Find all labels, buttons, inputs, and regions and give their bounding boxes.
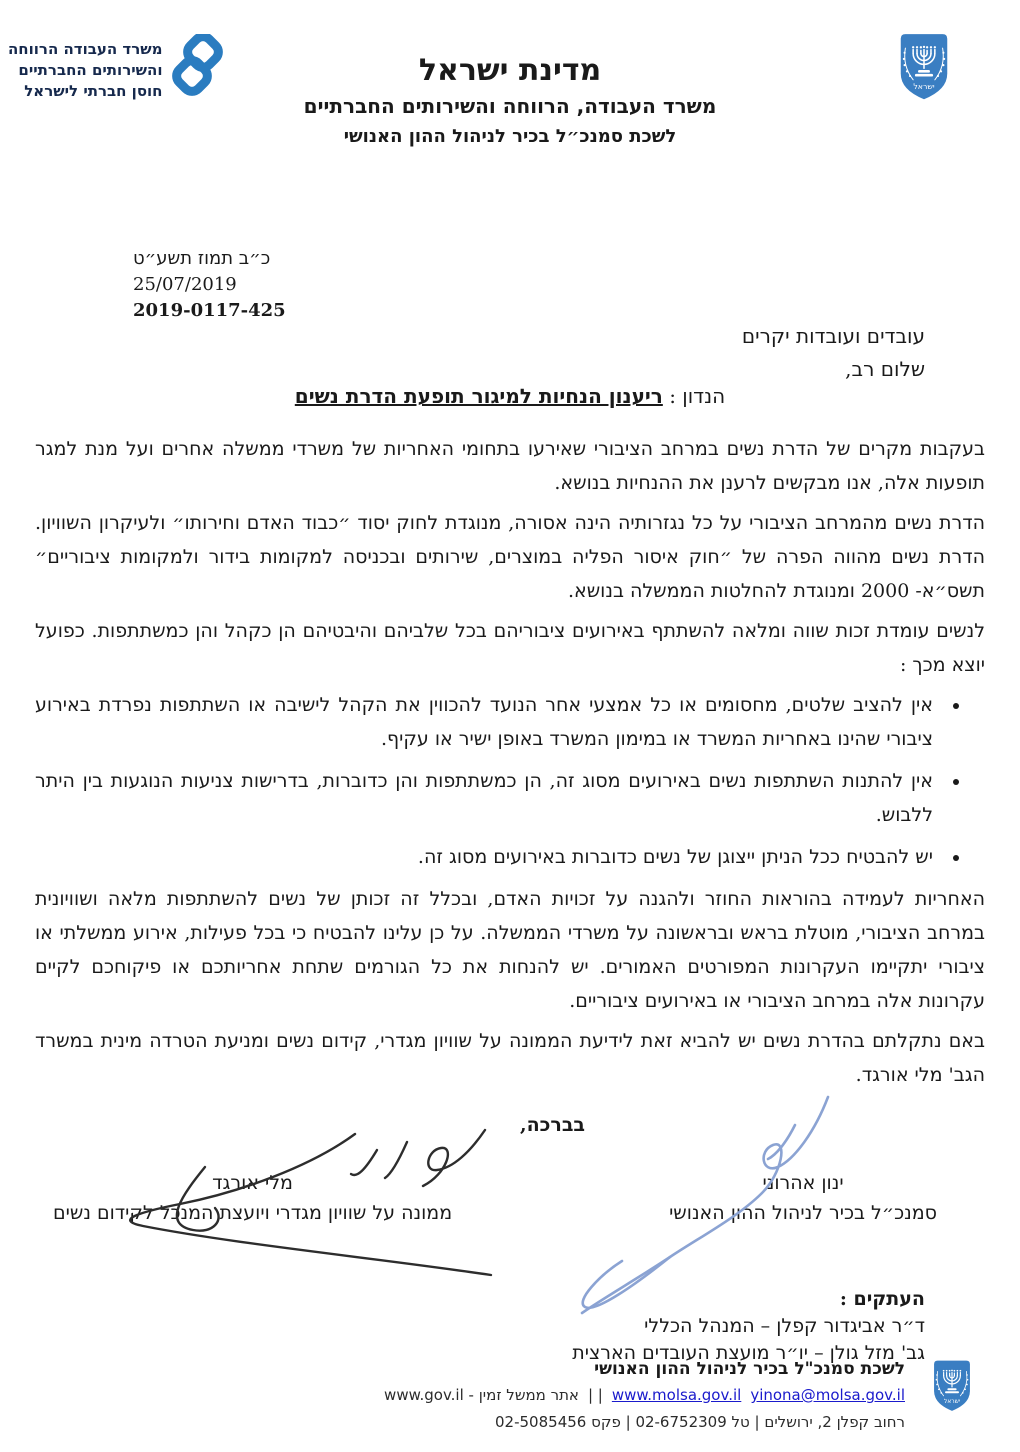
footer-address: רחוב קפלן 2, ירושלים | טל 02-6752309 | פקס 02-5085456	[495, 1413, 905, 1431]
copies-item: ד״ר אביגדור קפלן – המנהל הכללי	[644, 1315, 925, 1337]
ministry-brand-line3: חוסן חברתי לישראל	[24, 82, 163, 100]
footer-gov-site-text: אתר ממשל זמין - www.gov.il	[384, 1386, 579, 1404]
recipients-line: עובדים ועובדות יקרים	[741, 324, 925, 348]
signature-block-right	[669, 1168, 937, 1228]
date-block	[133, 246, 286, 324]
list-item: • אין להתנות השתתפות נשים באירועים מסוג זה, הן כמשתתפות והן כדוברות, בדרישות צניעות הנוגעות בין היתר ללבוש.	[35, 764, 941, 832]
list-item: • אין להציב שלטים, מחסומים או כל אמצעי אחר הנועד להכווין את הקהל לישיבה או השתתפות נפרדת באירוע ציבורי שהינו באחריות המשרד או במימון המשרד באופן ישיר או עקיף.	[35, 688, 941, 756]
paragraph: האחריות לעמידה בהוראות החוזר ולהגנה על זכויות האדם, ובכלל זה זכותן של נשים להשתתפות מלאה ושוויונית במרחב הציבורי, מוטלת בראש ובראשונה על משרדי הממשלה. על כן עלינו להבטיח כי בכל פעילות, אירוע ממשלתי או ציבורי יתקיימו העקרונות המפורטים האמורים. יש להנחות את כל הגורמים שתחת אחריותכם או פיקוחכם לקיים עקרונות אלה במרחב הציבורי או באירועים ציבוריים.	[35, 888, 985, 1012]
signatures-row	[35, 1168, 985, 1228]
signer-name: ינון אהרוני	[762, 1172, 844, 1194]
letterhead-titles	[0, 52, 1020, 152]
copies-label: העתקים :	[839, 1288, 925, 1310]
signoff: בברכה,	[519, 1114, 585, 1136]
paragraph: באם נתקלתם בהדרת נשים יש להביא זאת לידיעת הממונה על שוויון מגדרי, קידום נשים ומניעת הטרדה מינית במשרד הגב' מלי אורגד.	[35, 1030, 985, 1086]
footer	[30, 1356, 905, 1436]
copies-item: גב' מזל גולן – יו״ר מועצת העובדים הארצית	[572, 1342, 925, 1364]
office-title: לשכת סמנכ״ל בכיר לניהול ההון האנושי	[343, 126, 677, 147]
state-title: מדינת ישראל	[418, 53, 602, 88]
paragraph: הדרת נשים מהמרחב הציבורי על כל נגזרותיה הינה אסורה, מנוגדת לחוק יסוד ״כבוד האדם וחירותו״ ולעיקרון השוויון. הדרת נשים מהווה הפרה של ״חוק איסור הפליה במוצרים, שירותים ובכניסה למקומות בידור ולמקומות ציבוריים״ תשס״א- 2000 ומנוגדת להחלטות הממשלה בנושא.	[35, 512, 985, 602]
footer-office-title: לשכת סמנכ"ל בכיר לניהול ההון האנושי	[594, 1359, 905, 1379]
signer-title: סמנכ״ל בכיר לניהול ההון האנושי	[669, 1202, 937, 1224]
signer-name: מלי אורגד	[212, 1172, 293, 1194]
footer-separator: | |	[587, 1386, 603, 1404]
subject-label: הנדון :	[669, 384, 726, 408]
israel-state-emblem-small-icon	[928, 1360, 976, 1415]
ministry-brand-line1: משרד העבודה הרווחה	[8, 40, 163, 58]
ministry-brand-line2: והשירותים החברתיים	[18, 61, 163, 79]
greeting-line: שלום רב,	[845, 357, 925, 381]
israel-state-emblem-icon	[893, 33, 955, 105]
reference-number: 2019-0117-425	[133, 300, 286, 321]
footer-website-link[interactable]: www.molsa.gov.il	[611, 1386, 742, 1404]
hebrew-date: כ״ב תמוז תשע״ט	[133, 248, 271, 269]
footer-links-line	[30, 1382, 905, 1409]
list-item: • יש להבטיח ככל הניתן ייצוגן של נשים כדוברות באירועים מסוג זה.	[35, 840, 941, 874]
signer-title: ממונה על שוויון מגדרי ויועצת המנכל לקידום נשים	[53, 1202, 453, 1224]
gregorian-date: 25/07/2019	[133, 274, 237, 295]
subject-text: ריענון הנחיות למיגור תופעת הדרת נשים	[294, 384, 663, 408]
footer-email-link[interactable]: yinona@molsa.gov.il	[750, 1386, 905, 1404]
copies-block	[35, 1286, 925, 1367]
letter-body	[35, 432, 985, 1367]
paragraph: לנשים עומדת זכות שווה ומלאה להשתתף באירועים ציבוריהם בכל שלביהם והיבטיהם הן כקהל והן כמשתתפות. כפועל יוצא מכך :	[35, 620, 985, 676]
guidelines-list	[35, 688, 985, 874]
paragraph: בעקבות מקרים של הדרת נשים במרחב הציבורי שאירעו בתחומי האחריות של משרדי ממשלה אחרים ועל מנת למגר תופעות אלה, אנו מבקשים לרענן את ההנחיות בנושא.	[35, 438, 985, 494]
ministry-title: משרד העבודה, הרווחה והשירותים החברתיים	[303, 94, 717, 118]
signature-block-left	[53, 1168, 452, 1228]
subject-line	[0, 384, 1020, 408]
recipients-block	[742, 320, 925, 386]
